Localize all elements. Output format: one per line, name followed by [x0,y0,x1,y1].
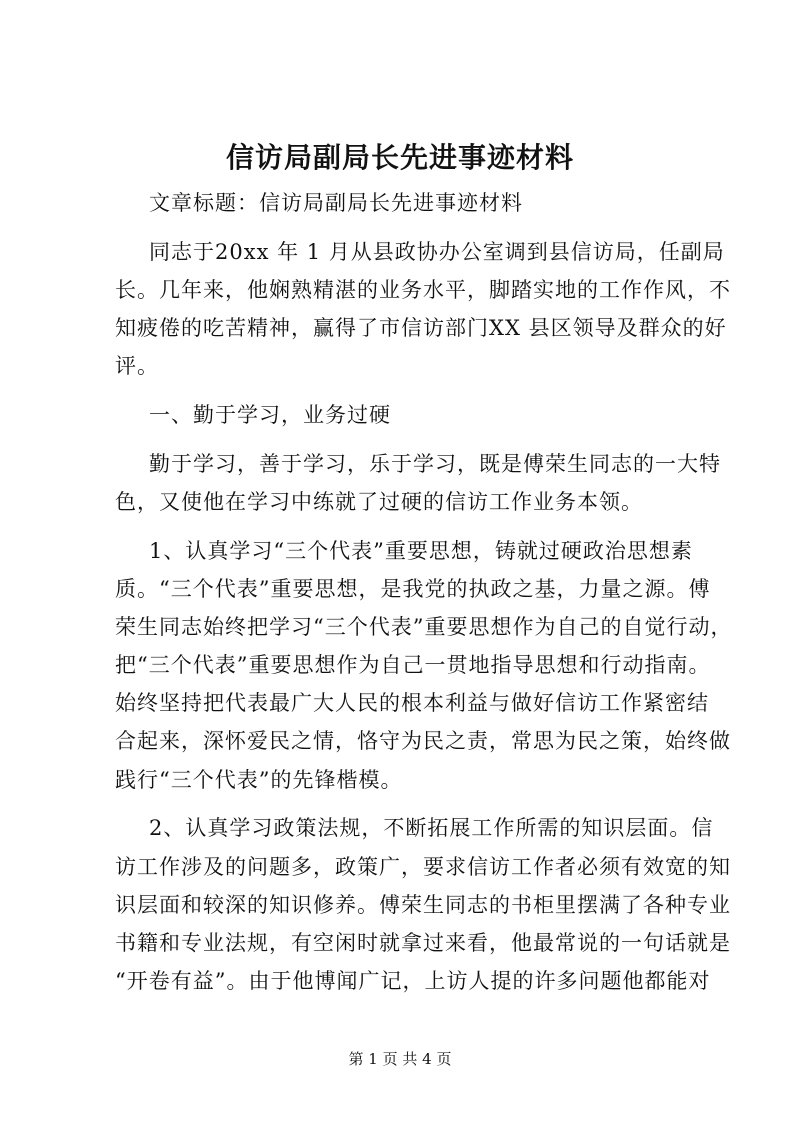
paragraph-line: 勤于学习，善于学习，乐于学习，既是傅荣生同志的一大特 [149,451,721,476]
document-body [115,184,733,1000]
section-heading: 一、勤于学习，业务过硬 [149,402,391,427]
paragraph-line: 践行“三个代表”的先锋楷模。 [115,767,403,792]
paragraph-line: 同志于20xx 年 1 月从县政协办公室调到县信访局，任副局 [149,239,725,264]
paragraph-line: 质。“三个代表”重要思想，是我党的执政之基，力量之源。傅 [115,576,711,601]
paragraph-line: 评。 [115,354,159,379]
paragraph-line: 始终坚持把代表最广大人民的根本利益与做好信访工作紧密结 [115,691,709,716]
paragraph-line: 荣生同志始终把学习“三个代表”重要思想作为自己的自觉行动， [115,614,733,639]
paragraph-line: 知疲倦的吃苦精神，赢得了市信访部门XX 县区领导及群众的好 [115,316,727,341]
paragraph-line: “开卷有益”。由于他博闻广记，上访人提的许多问题他都能对 [115,969,711,994]
page-number-footer: 第 1 页 共 4 页 [348,1050,452,1068]
paragraph-line: 1、认真学习“三个代表”重要思想，铸就过硬政治思想素 [149,538,693,563]
document-title: 信访局副局长先进事迹材料 [225,141,574,174]
paragraph-line: 识层面和较深的知识修养。傅荣生同志的书柜里摆满了各种专业 [115,892,731,917]
paragraph-line: 书籍和专业法规，有空闲时就拿过来看，他最常说的一句话就是 [115,930,731,955]
paragraph-line: 合起来，深怀爱民之情，恪守为民之责，常思为民之策，始终做 [115,729,731,754]
paragraph-line: 长。几年来，他娴熟精湛的业务水平，脚踏实地的工作作风，不 [115,277,731,302]
paragraph-line: 2、认真学习政策法规，不断拓展工作所需的知识层面。信 [149,816,714,841]
article-title-line: 文章标题：信访局副局长先进事迹材料 [149,191,523,215]
paragraph-line: 把“三个代表”重要思想作为自己一贯地指导思想和行动指南。 [115,653,711,678]
paragraph-line: 访工作涉及的问题多，政策广，要求信访工作者必须有效宽的知 [115,854,731,879]
paragraph-line: 色，又使他在学习中练就了过硬的信访工作业务本领。 [115,489,643,514]
